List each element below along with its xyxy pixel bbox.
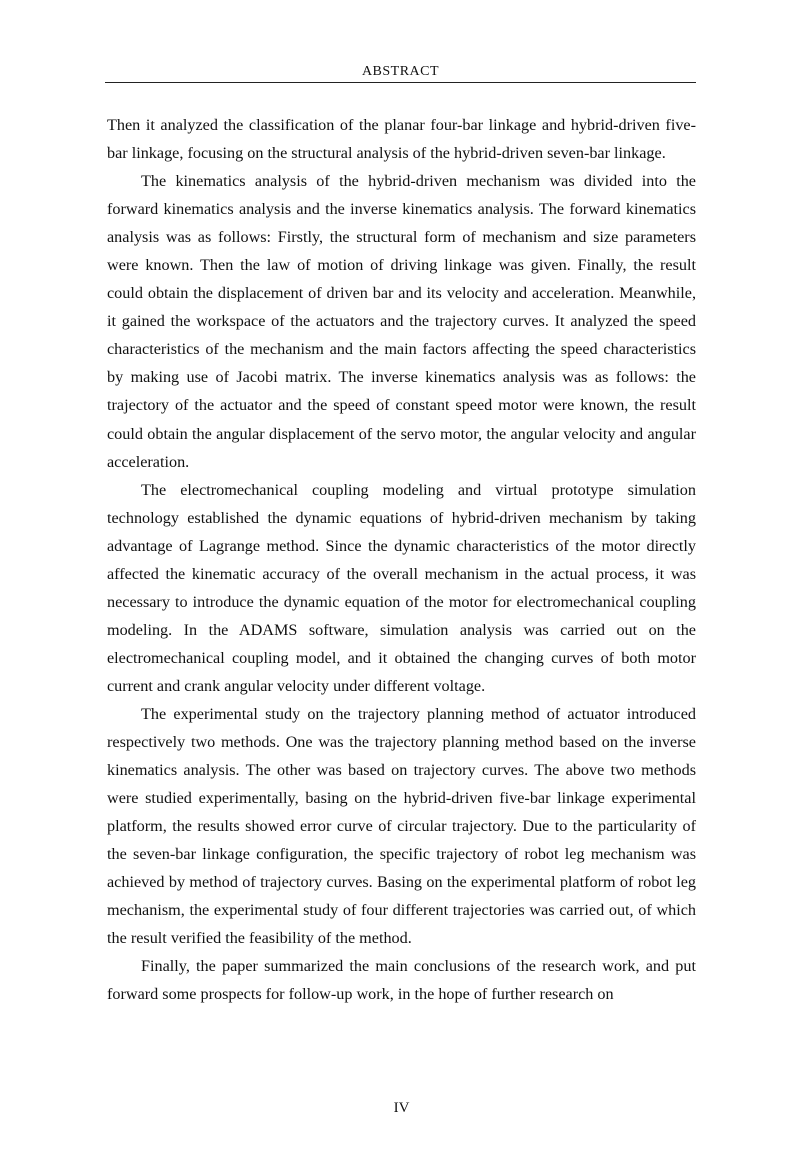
header-rule: [105, 82, 696, 83]
running-header: ABSTRACT: [361, 64, 440, 79]
paragraph-electromechanical-coupling: The electromechanical coupling modeling and virtual prototype simulation technology established the dynamic equations of hybrid-driven mechanism by taking advantage of Lagrange method. Since the dynamic characteristics of the motor directly affected the kinematic accuracy of the overall mechanism in the actual process, it was necessary to introduce the dynamic equation of the motor for electromechanical coupling modeling. In the ADAMS software, simulation analysis was carried out on the electromechanical coupling model, and it obtained the changing curves of both motor current and crank angular velocity under different voltage.: [107, 480, 696, 695]
paragraph-kinematics-analysis: The kinematics analysis of the hybrid-driven mechanism was divided into the forward kinematics analysis and the inverse kinematics analysis. The forward kinematics analysis was as follows: Firstly, the structural form of mechanism and size parameters were known. Then the law of motion of driving linkage was given. Finally, the result could obtain the displacement of driven bar and its velocity and acceleration. Meanwhile, it gained the workspace of the actuators and the trajectory curves. It analyzed the speed characteristics of the mechanism and the main factors affecting the speed characteristics by making use of Jacobi matrix. The inverse kinematics analysis was as follows: the trajectory of the actuator and the speed of constant speed motor were known, the result could obtain the angular displacement of the servo motor, the angular velocity and angular acceleration.: [107, 172, 696, 471]
abstract-body: [107, 111, 696, 1009]
paragraph-conclusions: Finally, the paper summarized the main conclusions of the research work, and put forward some prospects for follow-up work, in the hope of further research on: [107, 957, 696, 1004]
paragraph-structural-analysis: Then it analyzed the classification of the planar four-bar linkage and hybrid-driven five-bar linkage, focusing on the structural analysis of the hybrid-driven seven-bar linkage.: [107, 116, 696, 163]
page-number: IV: [393, 1100, 410, 1116]
paragraph-trajectory-planning: The experimental study on the trajectory planning method of actuator introduced respectively two methods. One was the trajectory planning method based on the inverse kinematics analysis. The other was based on trajectory curves. The above two methods were studied experimentally, basing on the hybrid-driven five-bar linkage experimental platform, the results showed error curve of circular trajectory. Due to the particularity of the seven-bar linkage configuration, the specific trajectory of robot leg mechanism was achieved by method of trajectory curves. Basing on the experimental platform of robot leg mechanism, the experimental study of four different trajectories was carried out, of which the result verified the feasibility of the method.: [107, 704, 696, 948]
